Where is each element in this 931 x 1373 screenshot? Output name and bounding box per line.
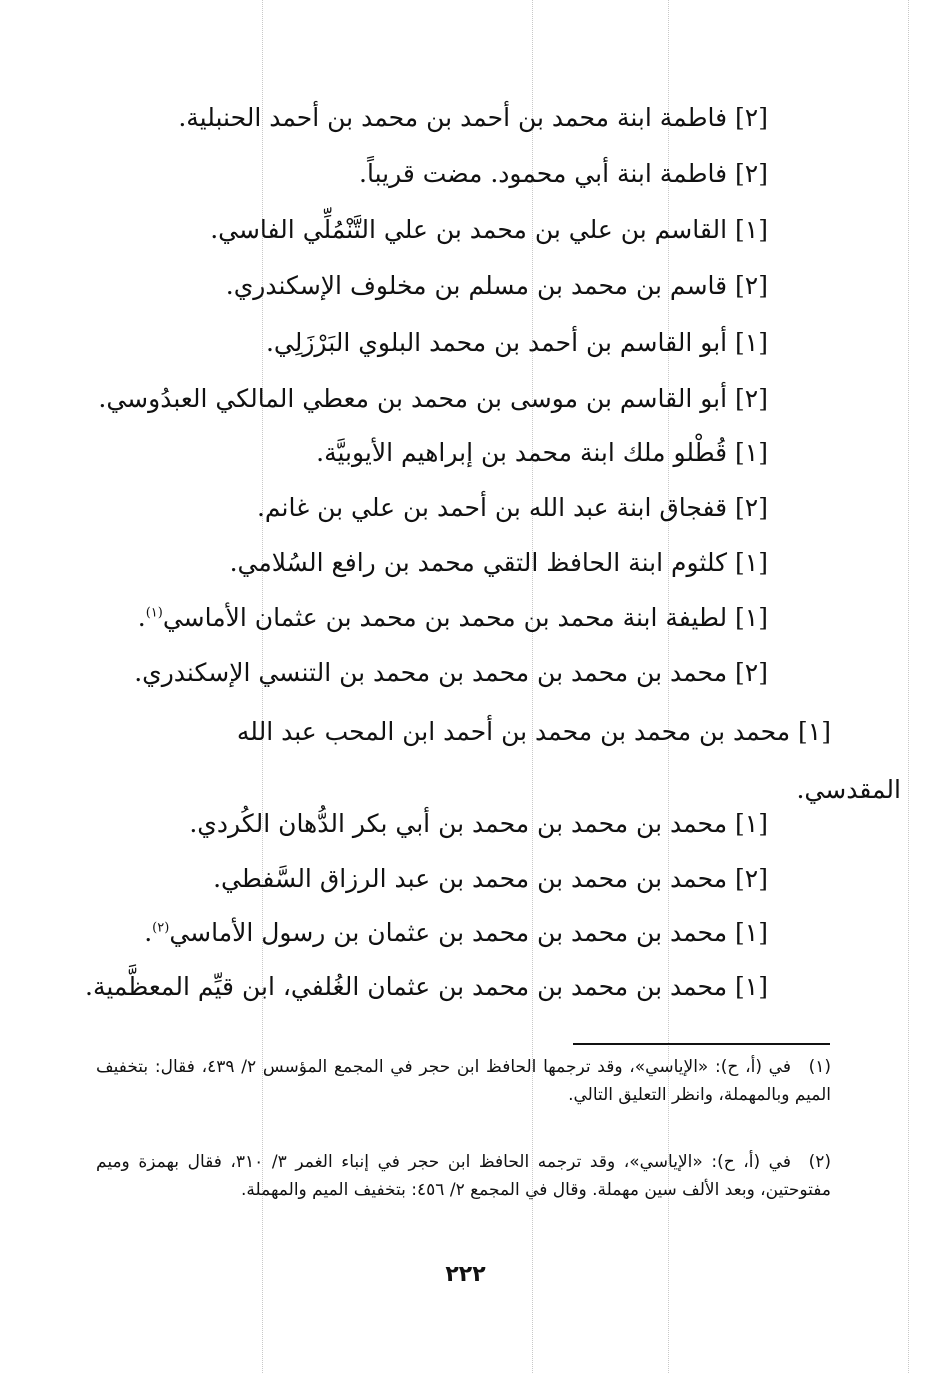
entry-text: [١] محمد بن محمد بن محمد بن أحمد ابن المحب عبد الله	[236, 717, 831, 746]
entry-line: [٢] محمد بن محمد بن محمد بن محمد بن التنسي الإسكندري.	[134, 658, 768, 687]
entry-line: [١] محمد بن محمد بن محمد بن عثمان بن رسول الأماسي$^{(٢)}$.	[144, 918, 768, 947]
footnote-text: في (أ، ح): «الإياسي»، وقد ترجمه الحافظ ابن حجر في إنباء الغمر ٣/ ٣١٠، فقال بهمزة وميم مفتوحتين، وبعد الألف سين مهملة. وقال في المجمع ٢/ ٤٥٦: بتخفيف الميم والمهملة.	[96, 1152, 831, 1200]
entry-continuation: المقدسي.	[796, 775, 901, 804]
footnote-number: (٢)	[808, 1152, 831, 1172]
footnote-number: (١)	[808, 1057, 831, 1077]
footnote-marker: (٢)	[152, 920, 170, 936]
entry-line: [٢] قفجاق ابنة عبد الله بن أحمد بن علي بن غانم.	[256, 493, 768, 522]
footnote-text: في (أ، ح): «الإياسي»، وقد ترجمها الحافظ ابن حجر في المجمع المؤسس ٢/ ٤٣٩، فقال: بتخفيف الميم وبالمهملة، وانظر التعليق التالي.	[96, 1057, 831, 1105]
entry-line: [٢] أبو القاسم بن موسى بن محمد بن معطي المالكي العبدُوسي.	[98, 384, 768, 413]
entry-line: [٢] فاطمة ابنة أبي محمود. مضت قريباً.	[359, 159, 768, 188]
entry-line: [١] محمد بن محمد بن محمد بن عثمان الغُلفي، ابن قيِّم المعظَّمية.	[85, 972, 768, 1001]
entry-text: [١] لطيفة ابنة محمد بن محمد بن محمد بن عثمان الأماسي	[162, 603, 768, 632]
entry-line: [١] أبو القاسم بن أحمد بن محمد البلوي البَرْزَلِي.	[265, 328, 768, 357]
entry-line: [٢] فاطمة ابنة محمد بن أحمد بن محمد بن أحمد الحنبلية.	[178, 103, 768, 132]
scan-guide-line	[908, 0, 909, 1373]
entry-line: [٢] قاسم بن محمد بن مسلم بن مخلوف الإسكندري.	[225, 271, 768, 300]
entry-line: [١] كلثوم ابنة الحافظ التقي محمد بن رافع السُلامي.	[229, 548, 768, 577]
footnote-separator	[573, 1043, 830, 1045]
entry-line-wrapped	[71, 703, 901, 819]
entry-line: [١] محمد بن محمد بن محمد بن أبي بكر الدُّهان الكُردي.	[189, 809, 768, 838]
footnote	[96, 1148, 831, 1204]
entry-line: [١] قُطْلو ملك ابنة محمد بن إبراهيم الأيوبيَّة.	[316, 438, 768, 467]
footnote	[96, 1053, 831, 1109]
footnote-marker: (١)	[145, 605, 163, 621]
page-number: ٢٢٢	[445, 1262, 486, 1287]
entry-line: [١] لطيفة ابنة محمد بن محمد بن محمد بن عثمان الأماسي$^{(١)}$.	[137, 603, 768, 632]
entry-line: [٢] محمد بن محمد بن محمد بن عبد الرزاق السَّفطي.	[213, 864, 768, 893]
entry-text: [١] محمد بن محمد بن محمد بن عثمان بن رسول الأماسي	[169, 918, 768, 947]
entry-line: [١] القاسم بن علي بن محمد بن علي التَّنْمُلِّي الفاسي.	[210, 215, 768, 244]
